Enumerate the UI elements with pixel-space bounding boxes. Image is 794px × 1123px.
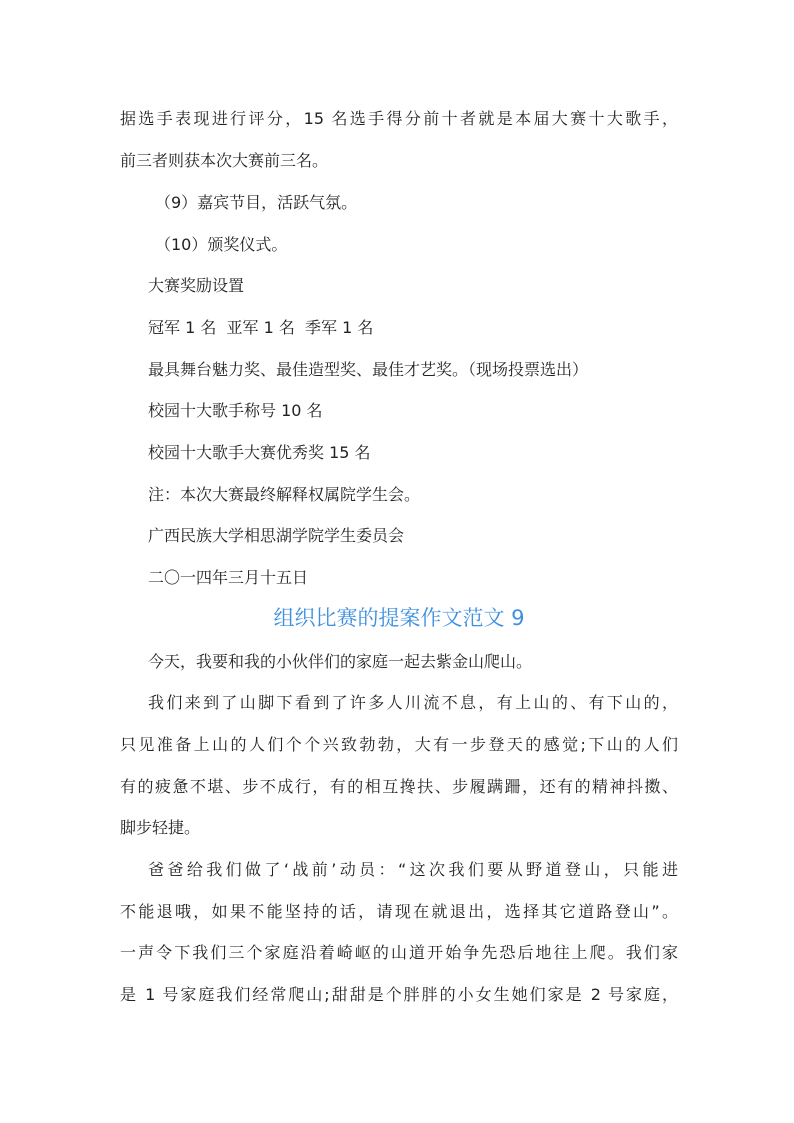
award-line: 校园十大歌手大赛优秀奖 15 名 [148,443,371,462]
essay-paragraph-line: 一声令下我们三个家庭沿着崎岖的山道开始争先恐后地往上爬。我们家 [120,943,678,962]
essay-paragraph-line: 只见准备上山的人们个个兴致勃勃，大有一步登天的感觉;下山的人们 [120,735,678,754]
essay-paragraph-line: 爸爸给我们做了‘战前’动员：“这次我们要从野道登山，只能进 [148,860,678,879]
paragraph-line: 据选手表现进行评分，15 名选手得分前十者就是本届大赛十大歌手， [120,109,678,128]
section-title: 组织比赛的提案作文范文 9 [273,606,525,630]
awards-title: 大赛奖励设置 [148,276,245,295]
essay-paragraph-line: 有的疲惫不堪、步不成行，有的相互搀扶、步履蹒跚，还有的精神抖擞、 [120,777,678,796]
paragraph-line: 前三者则获本次大赛前三名。 [120,151,329,170]
award-line: 冠军 1 名 亚军 1 名 季军 1 名 [148,318,374,337]
essay-paragraph-line: 不能退哦，如果不能坚持的话，请现在就退出，选择其它道路登山”。 [120,902,678,921]
essay-paragraph-line: 我们来到了山脚下看到了许多人川流不息，有上山的、有下山的， [148,693,678,712]
date-line: 二〇一四年三月十五日 [148,568,309,587]
list-item: （10）颁奖仪式。 [155,235,288,254]
signature-line: 广西民族大学相思湖学院学生委员会 [148,526,405,545]
list-item: （9）嘉宾节目，活跃气氛。 [155,193,358,212]
essay-paragraph: 今天，我要和我的小伙伴们的家庭一起去紫金山爬山。 [148,652,533,671]
essay-paragraph-line: 脚步轻捷。 [120,818,201,837]
essay-paragraph-line: 是 1 号家庭我们经常爬山;甜甜是个胖胖的小女生她们家是 2 号家庭， [120,985,678,1004]
award-line: 最具舞台魅力奖、最佳造型奖、最佳才艺奖。（现场投票选出） [148,360,589,379]
note-line: 注：本次大赛最终解释权属院学生会。 [148,485,421,504]
award-line: 校园十大歌手称号 10 名 [148,401,323,420]
